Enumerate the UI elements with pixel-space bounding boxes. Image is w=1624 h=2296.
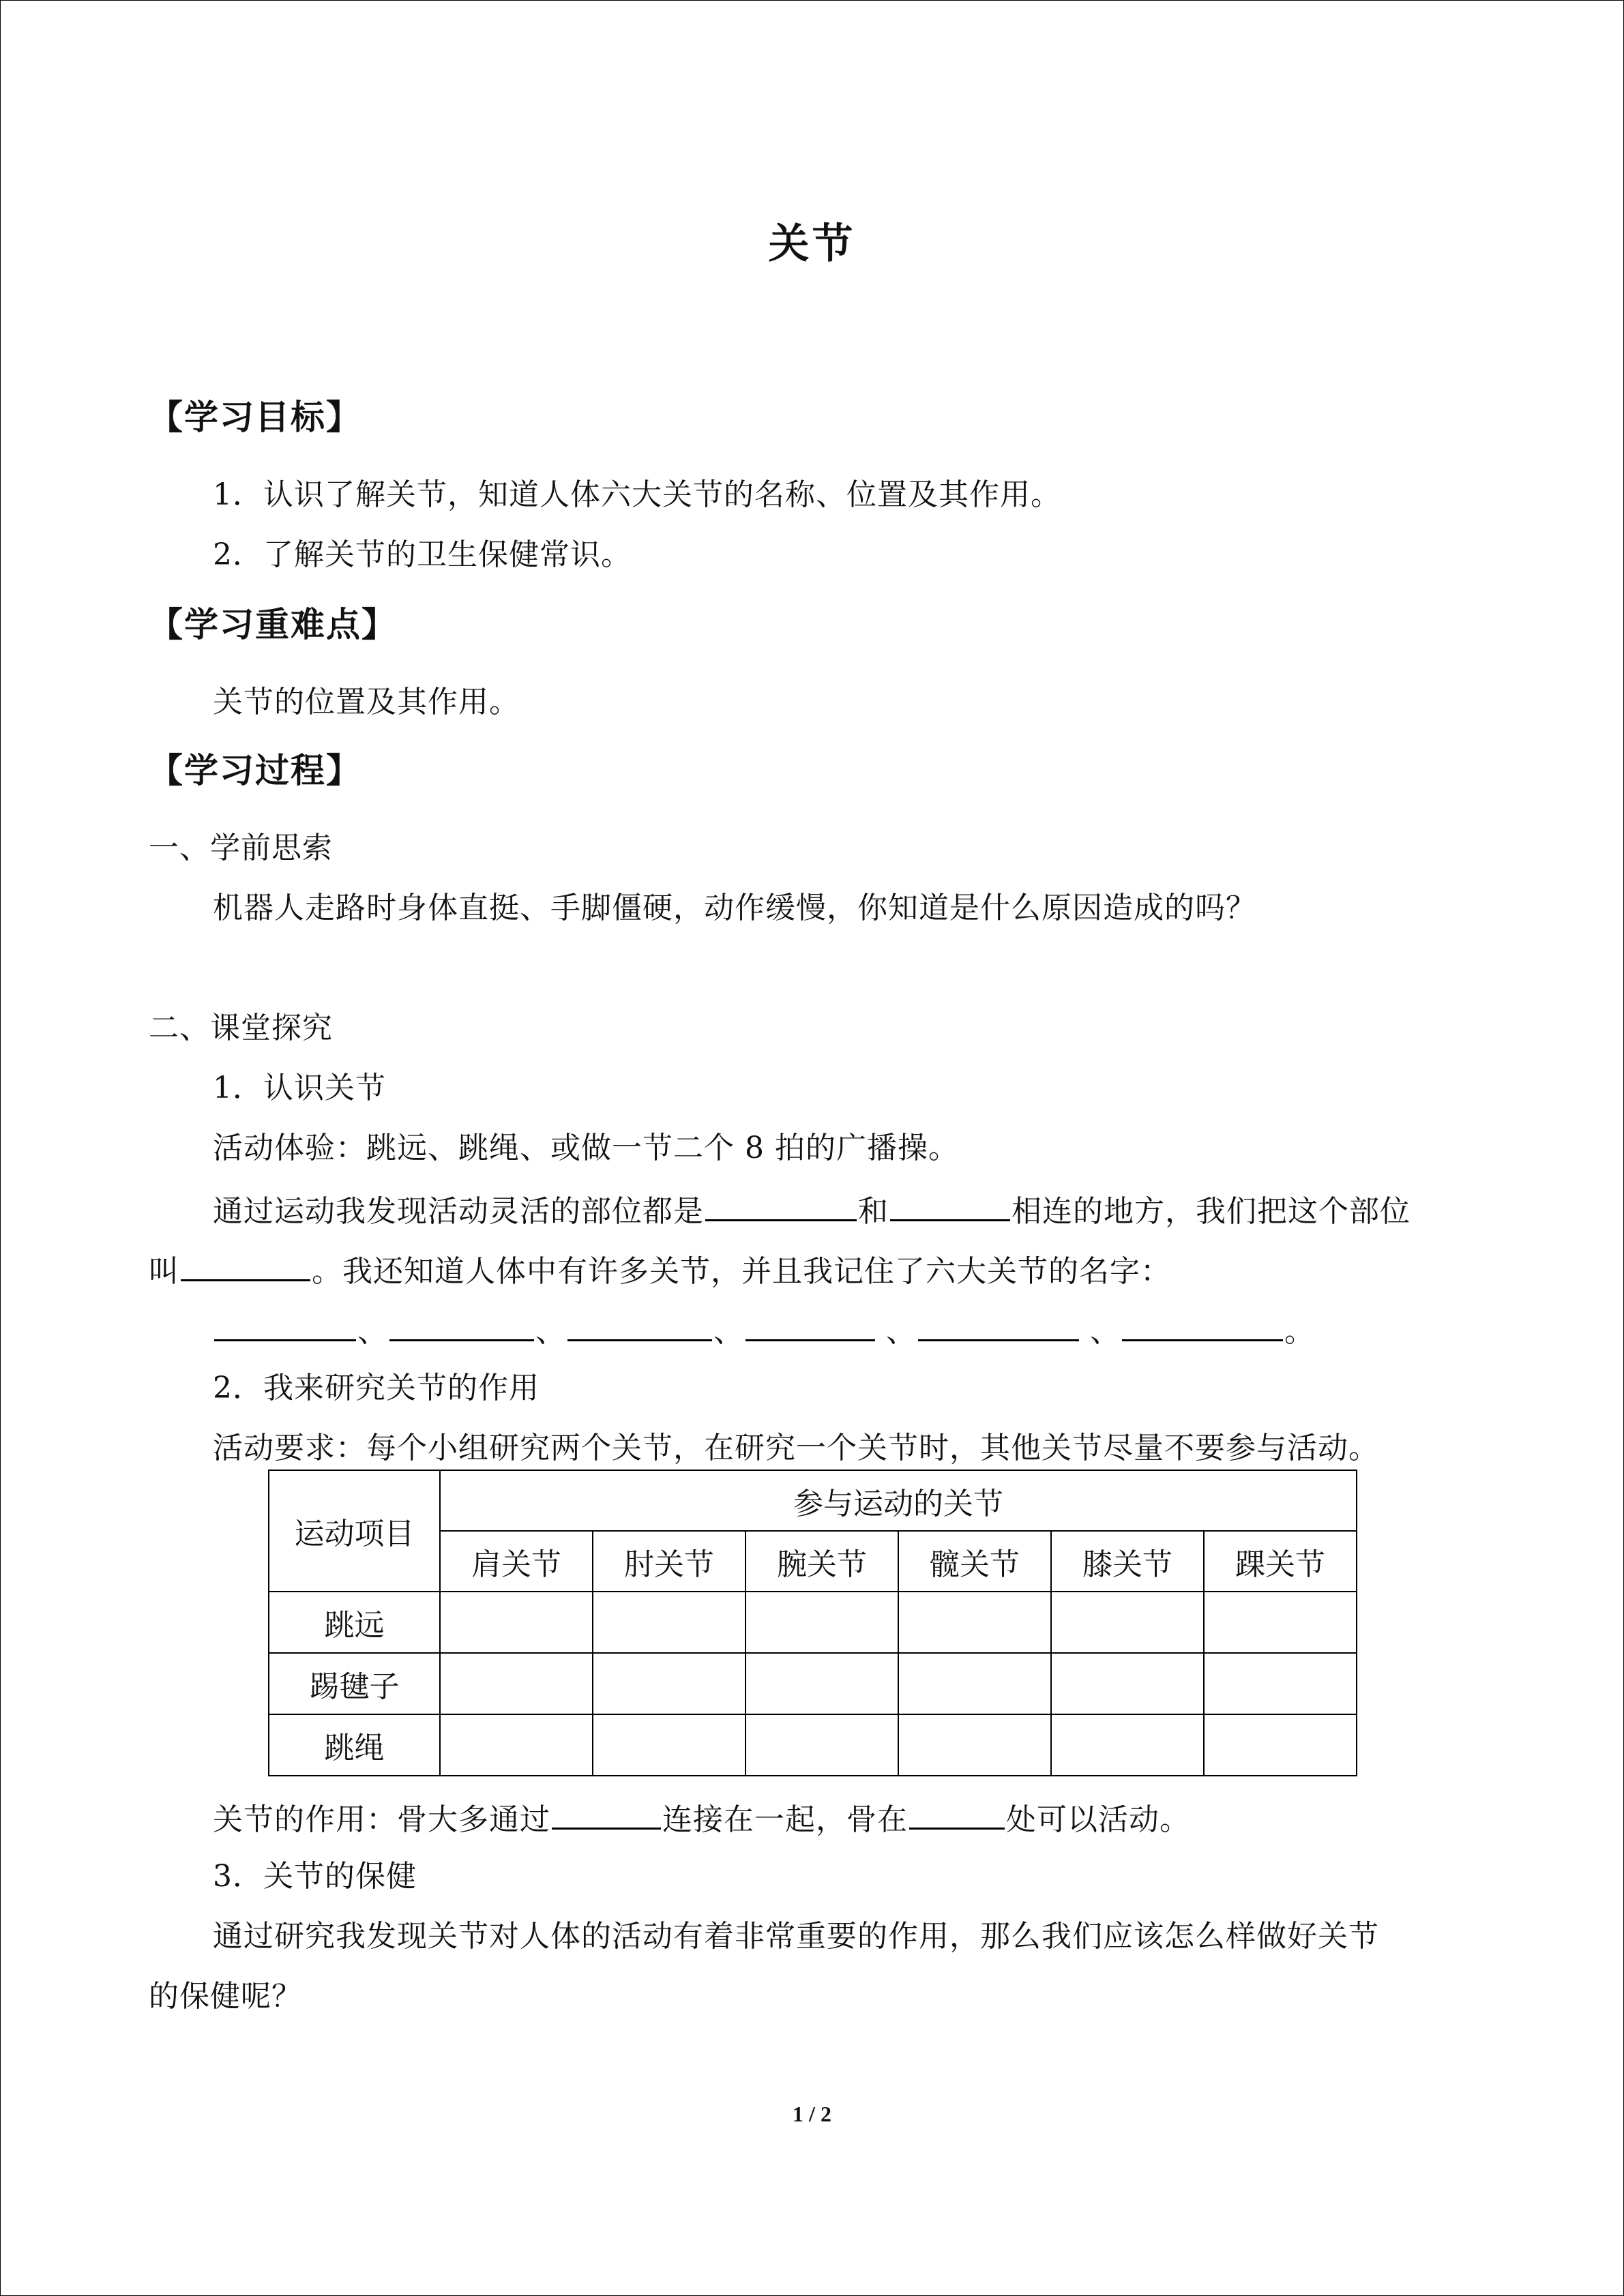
answer-blank[interactable]	[567, 1309, 712, 1341]
table-cell[interactable]	[1204, 1714, 1357, 1776]
discover-text-e: 。我还知道人体中有许多关节，并且我记住了六大关节的名字：	[312, 1254, 1171, 1289]
activity1-text: 活动体验：跳远、跳绳、或做一节二个 8 拍的广播操。	[213, 1131, 959, 1165]
table-row	[269, 1714, 1357, 1776]
table-cell[interactable]	[593, 1592, 745, 1653]
table-cell[interactable]	[745, 1714, 898, 1776]
table-corner-cell: 运动项目	[269, 1470, 440, 1592]
answer-blank[interactable]	[1122, 1309, 1283, 1341]
table-row	[269, 1653, 1357, 1714]
joint-role-line	[213, 1798, 1190, 1839]
table-header-cell: 肘关节	[593, 1531, 745, 1592]
table-cell[interactable]	[898, 1653, 1051, 1714]
discover-line-1	[213, 1189, 1411, 1231]
role-text-b: 连接在一起，骨在	[662, 1802, 908, 1837]
answer-blank[interactable]	[909, 1798, 1005, 1830]
table-cell[interactable]	[1051, 1592, 1204, 1653]
separator: 、	[535, 1314, 566, 1349]
table-header-cell: 膝关节	[1051, 1531, 1204, 1592]
table-cell[interactable]	[1051, 1653, 1204, 1714]
table-cell[interactable]	[1204, 1653, 1357, 1714]
separator: 、	[357, 1314, 388, 1349]
table-cell[interactable]	[745, 1592, 898, 1653]
table-cell[interactable]	[593, 1653, 745, 1714]
discover-text-b: 和	[858, 1194, 889, 1229]
table-header-row	[269, 1470, 1357, 1531]
discover-text-a: 通过运动我发现活动灵活的部位都是	[213, 1194, 704, 1229]
page-number: 1 / 2	[793, 2102, 831, 2126]
table-header-cell: 踝关节	[1204, 1531, 1357, 1592]
role-text-a: 关节的作用：骨大多通过	[213, 1802, 550, 1837]
section1-title: 一、学前思索	[149, 831, 333, 865]
table-cell[interactable]	[1051, 1714, 1204, 1776]
answer-blank[interactable]	[389, 1309, 534, 1341]
table-cell[interactable]	[898, 1714, 1051, 1776]
key-points-heading: 【学习重难点】	[149, 605, 397, 644]
goal-item-1: 1．认识了解关节，知道人体六大关节的名称、位置及其作用。	[213, 477, 1061, 512]
discover-text-d: 叫	[149, 1254, 179, 1289]
care-text-1: 通过研究我发现关节对人体的活动有着非常重要的作用，那么我们应该怎么样做好关节	[213, 1919, 1379, 1954]
key-points-text: 关节的位置及其作用。	[213, 685, 520, 719]
answer-blank[interactable]	[214, 1309, 356, 1341]
table-cell[interactable]	[440, 1714, 593, 1776]
table-header-cell: 肩关节	[440, 1531, 593, 1592]
answer-blank[interactable]	[745, 1309, 875, 1341]
section2-title: 二、课堂探究	[149, 1011, 333, 1045]
separator: 、	[1090, 1314, 1121, 1349]
table-row-label: 踢毽子	[269, 1653, 440, 1714]
goal-item-2: 2．了解关节的卫生保健常识。	[213, 537, 632, 572]
discover-line-2	[149, 1249, 1171, 1291]
care-text-2: 的保健呢？	[149, 1979, 302, 2014]
table-cell[interactable]	[898, 1592, 1051, 1653]
separator: 、	[886, 1314, 917, 1349]
answer-blank[interactable]	[705, 1189, 857, 1221]
answer-blank[interactable]	[890, 1189, 1010, 1221]
table-row	[269, 1592, 1357, 1653]
sub3-title: 3．关节的保健	[213, 1859, 417, 1894]
end-mark: 。	[1284, 1314, 1315, 1349]
table-cell[interactable]	[1204, 1592, 1357, 1653]
table-row-label: 跳绳	[269, 1714, 440, 1776]
table-group-header: 参与运动的关节	[440, 1470, 1357, 1531]
answer-blank[interactable]	[918, 1309, 1079, 1341]
table-header-cell: 髋关节	[898, 1531, 1051, 1592]
joint-table	[268, 1470, 1357, 1776]
activity2-text: 活动要求：每个小组研究两个关节，在研究一个关节时，其他关节尽量不要参与活动。	[213, 1431, 1379, 1465]
table-row-label: 跳远	[269, 1592, 440, 1653]
separator: 、	[713, 1314, 744, 1349]
sub2-title: 2．我来研究关节的作用	[213, 1371, 540, 1405]
discover-text-c: 相连的地方，我们把这个部位	[1012, 1194, 1411, 1229]
table-header-cell: 腕关节	[745, 1531, 898, 1592]
sub1-title: 1．认识关节	[213, 1071, 386, 1105]
table-cell[interactable]	[745, 1653, 898, 1714]
role-text-c: 处可以活动。	[1006, 1802, 1190, 1837]
goals-heading: 【学习目标】	[149, 398, 361, 437]
joint-names-line	[213, 1309, 1315, 1351]
page-title: 关节	[768, 220, 856, 268]
answer-blank[interactable]	[181, 1249, 310, 1281]
process-heading: 【学习过程】	[149, 751, 361, 790]
answer-blank[interactable]	[552, 1798, 661, 1830]
table-cell[interactable]	[440, 1592, 593, 1653]
section1-text: 机器人走路时身体直挺、手脚僵硬，动作缓慢，你知道是什么原因造成的吗？	[213, 891, 1256, 925]
table-cell[interactable]	[593, 1714, 745, 1776]
table-cell[interactable]	[440, 1653, 593, 1714]
